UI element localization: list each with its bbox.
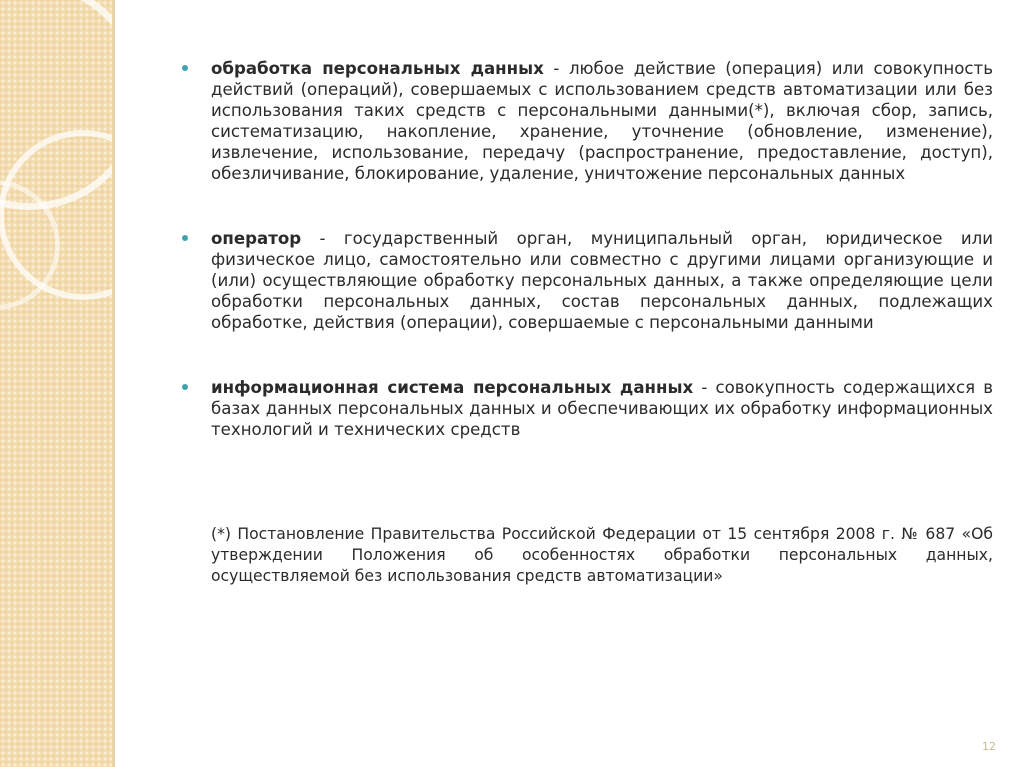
page-number: 12 bbox=[982, 740, 996, 753]
slide-content bbox=[180, 58, 993, 587]
definition-term: оператор bbox=[211, 229, 302, 248]
definition-item bbox=[180, 228, 993, 333]
bullet-icon bbox=[182, 384, 188, 390]
definition-item bbox=[180, 377, 993, 440]
bullet-icon bbox=[182, 65, 188, 71]
definition-text: - совокупность содержащихся в базах данных персональных данных и обеспечивающих их обработку информационных технологий и технических средств bbox=[211, 378, 993, 439]
decorative-sidebar bbox=[0, 0, 112, 767]
definition-term: обработка персональных данных bbox=[211, 59, 544, 78]
bullet-icon bbox=[182, 235, 188, 241]
definition-term: информационная система персональных данных bbox=[211, 378, 694, 397]
sidebar-divider bbox=[112, 0, 115, 767]
footnote: (*) Постановление Правительства Российской Федерации от 15 сентября 2008 г. № 687 «Об утверждении Положения об особенностях обработки персональных данных, осуществляемой без использования средств автоматизации» bbox=[211, 525, 993, 585]
definition-text: - государственный орган, муниципальный орган, юридическое или физическое лицо, самостоятельно или совместно с другими лицами организующие и (или) осуществляющие обработку персональных данных, а также определяющие цели обработки персональных данных, состав персональных данных, подлежащих обработке, действия (операции), совершаемые с персональными данными bbox=[211, 229, 993, 332]
definition-text: - любое действие (операция) или совокупность действий (операций), совершаемых с использованием средств автоматизации или без использования таких средств с персональными данными(*), включая сбор, запись, систематизацию, накопление, хранение, уточнение (обновление, изменение), извлечение, использование, передачу (распространение, предоставление, доступ), обезличивание, блокирование, удаление, уничтожение персональных данных bbox=[211, 59, 993, 183]
definition-item bbox=[180, 58, 993, 184]
